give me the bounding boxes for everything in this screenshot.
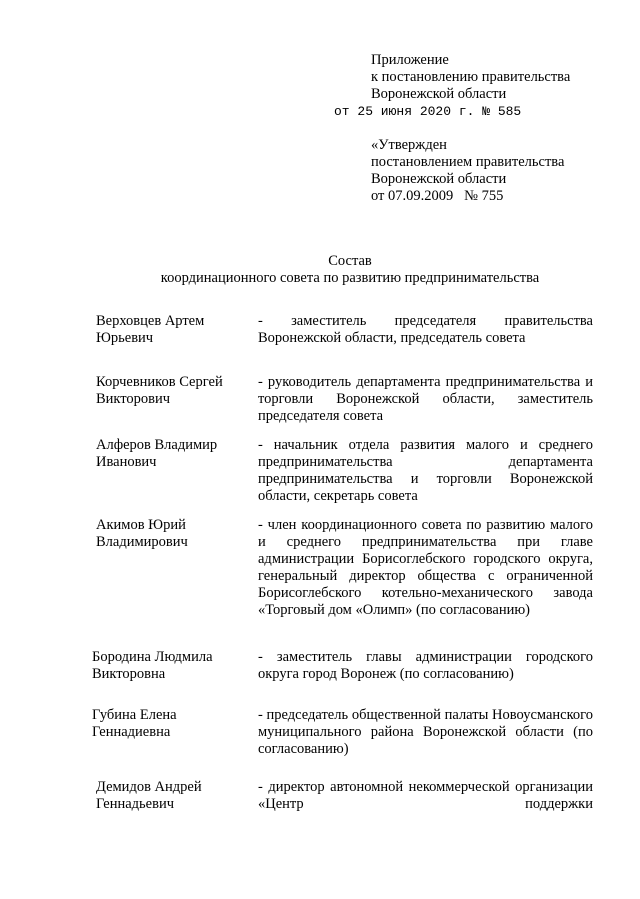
- approval-stamp-text: [371, 137, 564, 205]
- member-role: - руководитель департамента предпринимательства и торговли Воронежской области, заместитель председателя совета: [258, 374, 593, 424]
- document-title: [0, 253, 640, 287]
- member-name: Верховцев Артем Юрьевич: [96, 313, 205, 346]
- resolution-date-number: от 25 июня 2020 г. № 585: [334, 104, 522, 119]
- member-name: Губина Елена Геннадиевна: [92, 707, 177, 740]
- resolution-reference: к постановлению правительства: [371, 69, 571, 85]
- member-role: - заместитель главы администрации городского округа город Воронеж (по согласованию): [258, 649, 593, 682]
- title-line-1: Состав: [328, 253, 372, 269]
- approved-label: «Утвержден: [371, 137, 447, 153]
- region-name: Воронежской области: [371, 86, 507, 102]
- member-role: - член координационного совета по развитию малого и среднего предпринимательства при главе администрации Борисоглебского городского округа, генеральный директор общества с ограниченной Борисоглебского котельно-механического завода «Торговый дом «Олимп» (по согласованию): [258, 517, 593, 618]
- member-name: Демидов Андрей Геннадьевич: [96, 779, 202, 812]
- member-name: Бородина Людмила Викторовна: [92, 649, 213, 682]
- member-name: Корчевников Сергей Викторович: [96, 374, 223, 407]
- appendix-label: Приложение: [371, 52, 449, 68]
- title-line-2: координационного совета по развитию предпринимательства: [160, 270, 540, 286]
- member-role: - начальник отдела развития малого и среднего предпринимательства департамента предпринимательства и торговли Воронежской области, секретарь совета: [258, 437, 593, 504]
- member-name: Акимов Юрий Владимирович: [96, 517, 188, 550]
- approved-by: постановлением правительства: [371, 154, 565, 170]
- approved-date-number: от 07.09.2009 № 755: [371, 188, 504, 204]
- member-role: - заместитель председателя правительства Воронежской области, председатель совета: [258, 313, 593, 346]
- member-role: - директор автономной некоммерческой организации «Центр поддержки: [258, 779, 593, 812]
- approved-region: Воронежской области: [371, 171, 507, 187]
- appendix-header: [334, 52, 571, 120]
- member-name: Алферов Владимир Иванович: [96, 437, 218, 470]
- member-role: - председатель общественной палаты Новоусманского муниципального района Воронежской области (по согласованию): [258, 707, 593, 757]
